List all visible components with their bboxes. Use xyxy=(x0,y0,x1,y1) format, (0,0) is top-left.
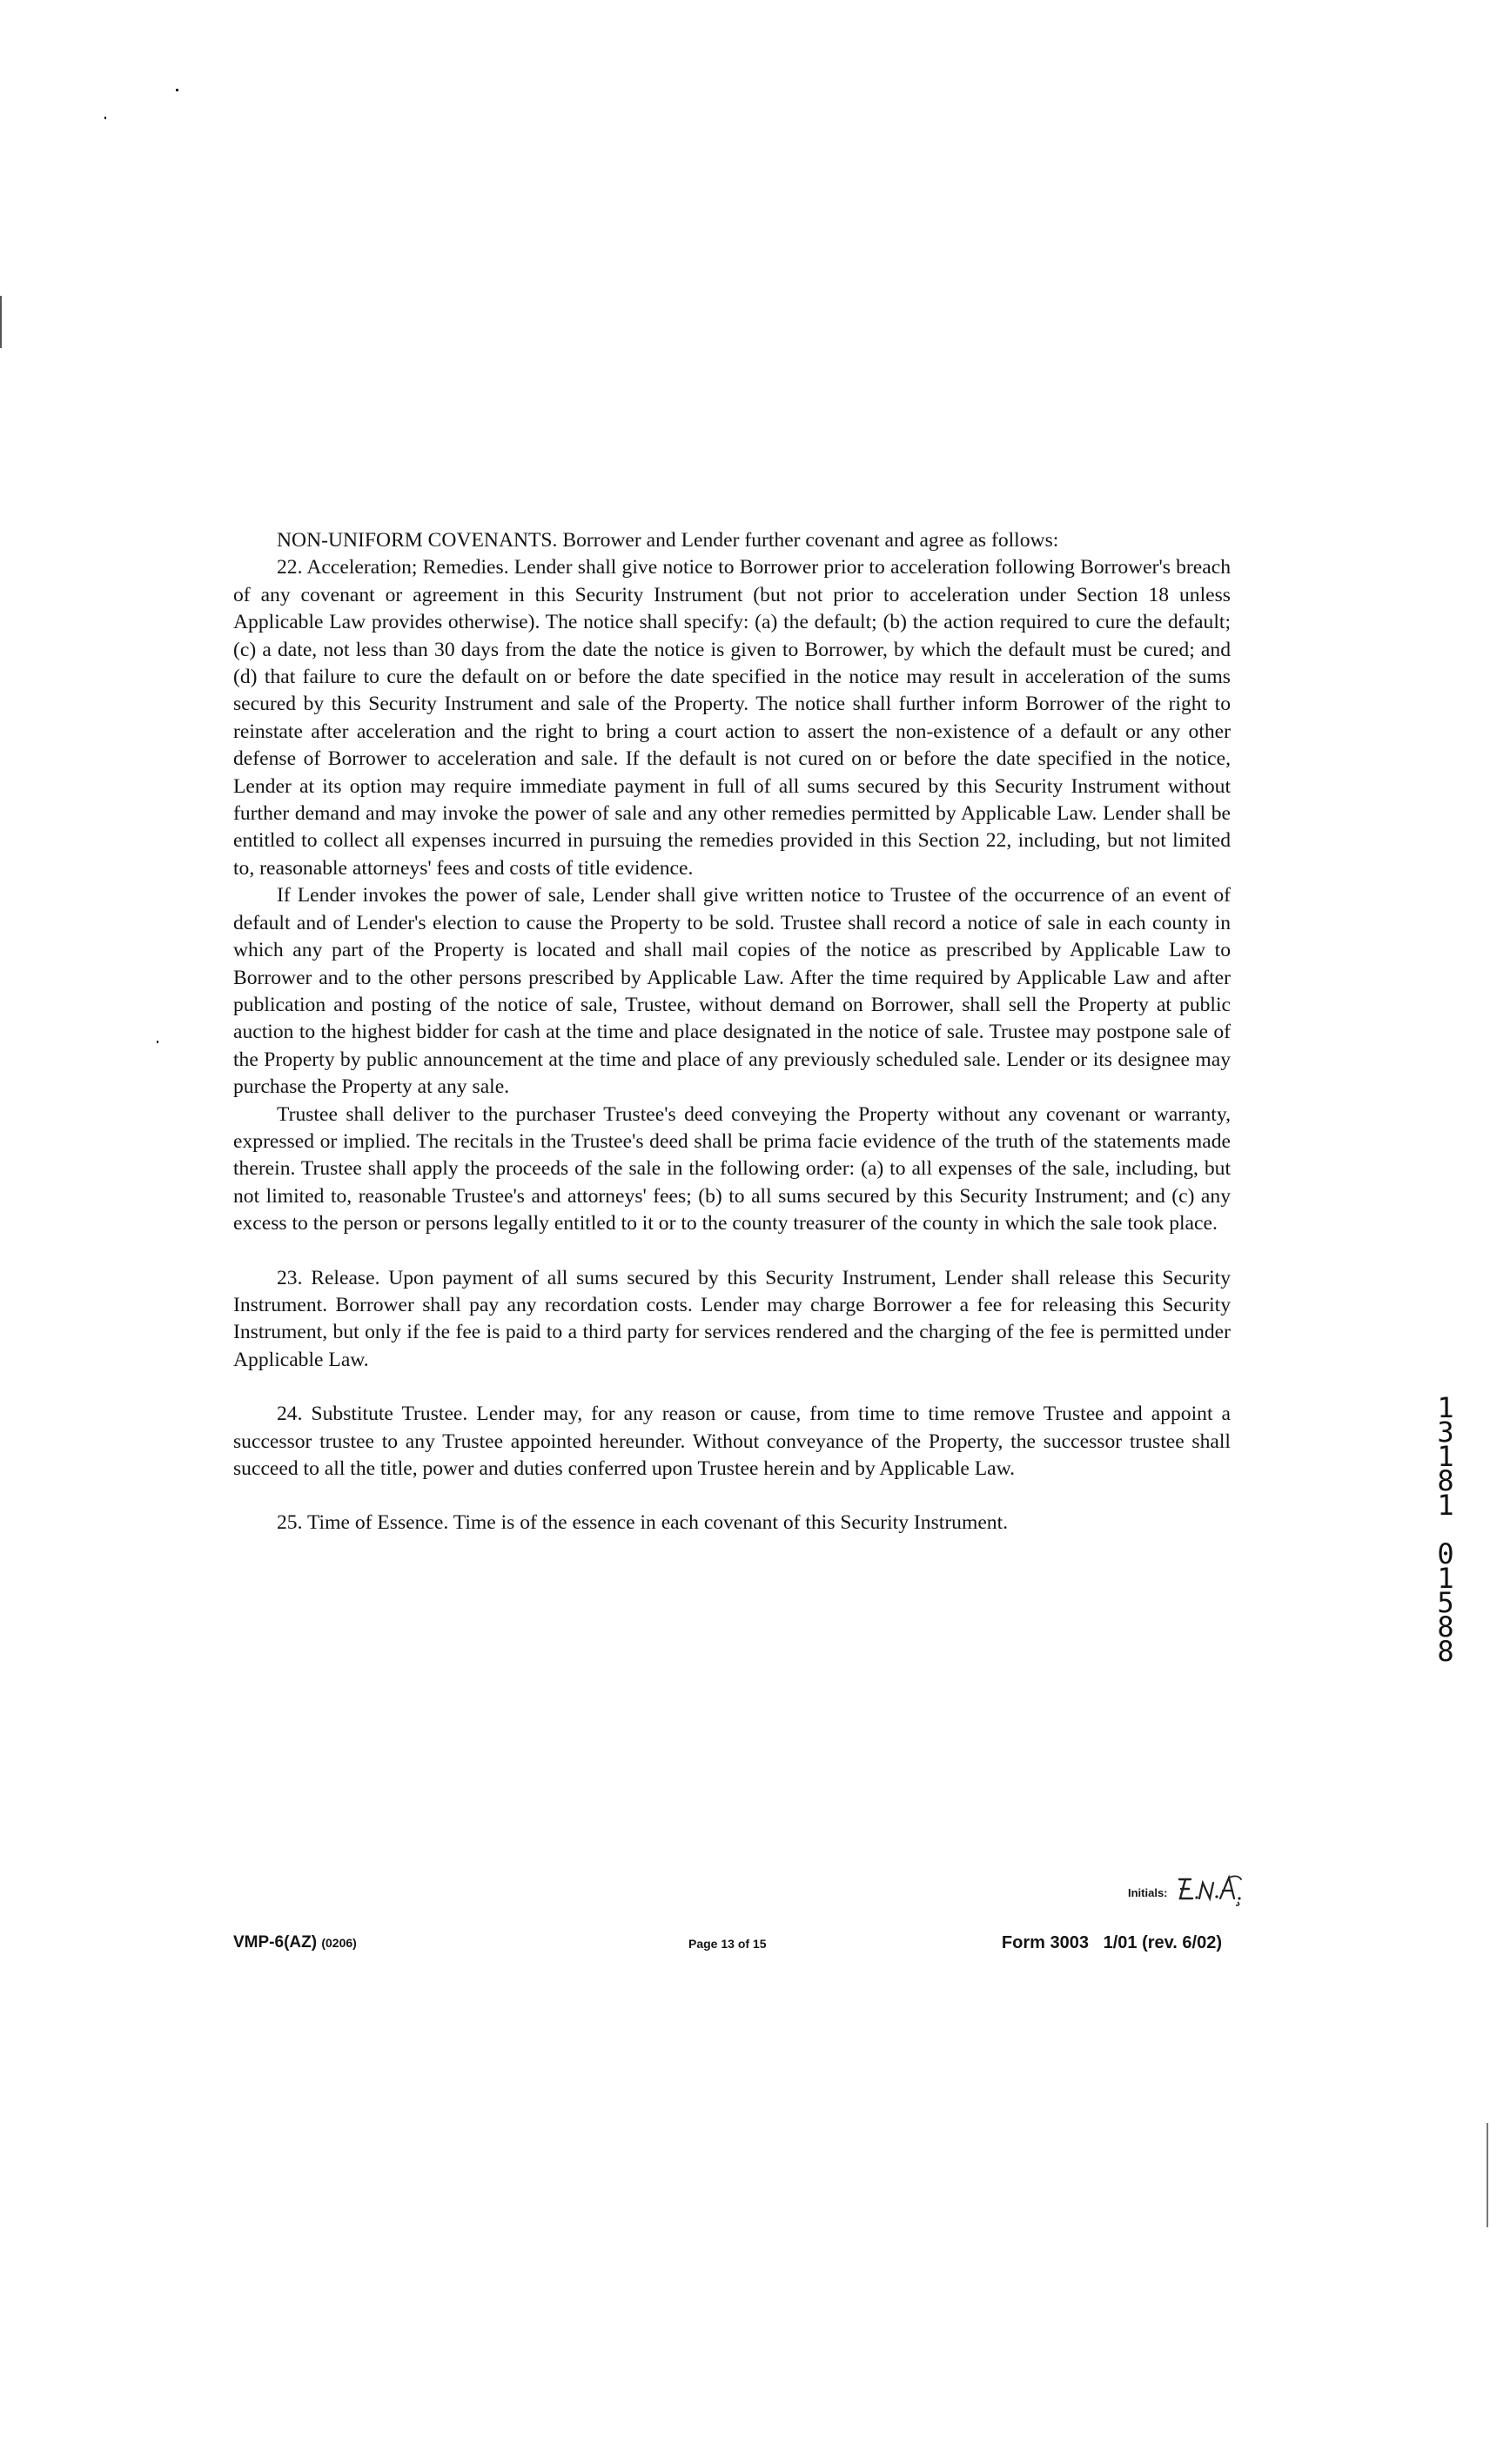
document-body xyxy=(233,527,1231,1537)
form-code: VMP-6(AZ) xyxy=(233,1933,318,1952)
stamp-digit: 3 xyxy=(1437,1416,1454,1449)
page-footer xyxy=(233,1930,1231,1973)
stamp-digit: 8 xyxy=(1437,1464,1454,1497)
section-22-trustee-deed: Trustee shall deliver to the purchaser Trustee's deed conveying the Property without any covenant or warranty, expressed or implied. The recitals in the Trustee's deed shall be prima facie evidence of the truth of the statements made therein. Trustee shall apply the proceeds of the sale in the following order: (a) to all expenses of the sale, including, but not limited to, reasonable Trustee's and attorneys' fees; (b) to all sums secured by this Security Instrument; and (c) any excess to the person or persons legally entitled to it or to the county treasurer of the county in which the sale took place. xyxy=(233,1102,1231,1235)
form-number: Form 3003 1/01 (rev. 6/02) xyxy=(1001,1933,1222,1952)
recording-number-stamp xyxy=(1434,1391,1457,1668)
scan-speck xyxy=(176,89,178,91)
form-code-revision: (0206) xyxy=(321,1936,357,1950)
footer-form-code xyxy=(233,1933,357,1952)
stamp-digit: 1 xyxy=(1437,1391,1454,1424)
stamp-digit: 8 xyxy=(1437,1610,1454,1644)
section-22-acceleration-remedies: 22. Acceleration; Remedies. Lender shall give notice to Borrower prior to acceleration following Borrower's breach of any covenant or agreement in this Security Instrument (but not prior to acceleration under Section 18 unless Applicable Law provides otherwise). The notice shall specify: (a) the default; (b) the action required to cure the default; (c) a date, not less than 30 days from the date the notice is given to Borrower, by which the default must be cured; and (d) that failure to cure the default on or before the date specified in the notice may result in acceleration of the sums secured by this Security Instrument and sale of the Property. The notice shall further inform Borrower of the right to reinstate after acceleration and the right to bring a court action to assert the non-existence of a default or any other defense of Borrower to acceleration and sale. If the default is not cured on or before the date specified in the notice, Lender at its option may require immediate payment in full of all sums secured by this Security Instrument without further demand and may invoke the power of sale and any other remedies permitted by Applicable Law. Lender shall be entitled to collect all expenses incurred in pursuing the remedies provided in this Section 22, including, but not limited to, reasonable attorneys' fees and costs of title evidence. xyxy=(233,556,1231,880)
section-24-substitute-trustee: 24. Substitute Trustee. Lender may, for any reason or cause, from time to time remove Trustee and appoint a successor trustee to any Trustee appointed hereunder. Without conveyance of the Property, the successor trustee shall succeed to all the title, power and duties conferred upon Trustee herein and by Applicable Law. xyxy=(233,1403,1231,1480)
section-23-release: 23. Release. Upon payment of all sums secured by this Security Instrument, Lender shall release this Security Instrument. Borrower shall pay any recordation costs. Lender may charge Borrower a fee for releasing this Security Instrument, but only if the fee is paid to a third party for services rendered and the charging of the fee is permitted under Applicable Law. xyxy=(233,1266,1231,1371)
non-uniform-covenants-intro: NON-UNIFORM COVENANTS. Borrower and Lender further covenant and agree as follows: xyxy=(277,529,1059,552)
stamp-digit: 1 xyxy=(1437,1440,1454,1473)
stamp-digit: 5 xyxy=(1437,1586,1454,1619)
handwritten-initials-icon xyxy=(1177,1872,1246,1907)
section-25-time-of-essence: 25. Time of Essence. Time is of the essence in each covenant of this Security Instrument. xyxy=(277,1511,1009,1535)
stamp-digit: 1 xyxy=(1437,1562,1454,1595)
stamp-digit: 1 xyxy=(1437,1489,1454,1522)
section-22-power-of-sale: If Lender invokes the power of sale, Lender shall give written notice to Trustee of the occurrence of an event of default and of Lender's election to cause the Property to be sold. Trustee shall record a notice of sale in each county in which any part of the Property is located and shall mail copies of the notice as prescribed by Applicable Law to Borrower and to the other persons prescribed by Applicable Law. After the time required by Applicable Law and after publication and posting of the notice of sale, Trustee, without demand on Borrower, shall sell the Property at public auction to the highest bidder for cash at the time and place designated in the notice of sale. Trustee may postpone sale of the Property by public announcement at the time and place of any previously scheduled sale. Lender or its designee may purchase the Property at any sale. xyxy=(233,884,1231,1099)
stamp-digit: 0 xyxy=(1437,1537,1454,1570)
initials-label: Initials: xyxy=(1128,1886,1168,1899)
scan-edge-mark xyxy=(1487,2123,1488,2227)
scan-speck xyxy=(157,1041,158,1043)
scan-speck xyxy=(104,117,106,119)
page-number: Page 13 of 15 xyxy=(688,1937,767,1951)
initials-signature xyxy=(1177,1872,1246,1912)
scan-edge-mark xyxy=(0,296,2,348)
stamp-digit: 8 xyxy=(1437,1635,1454,1668)
